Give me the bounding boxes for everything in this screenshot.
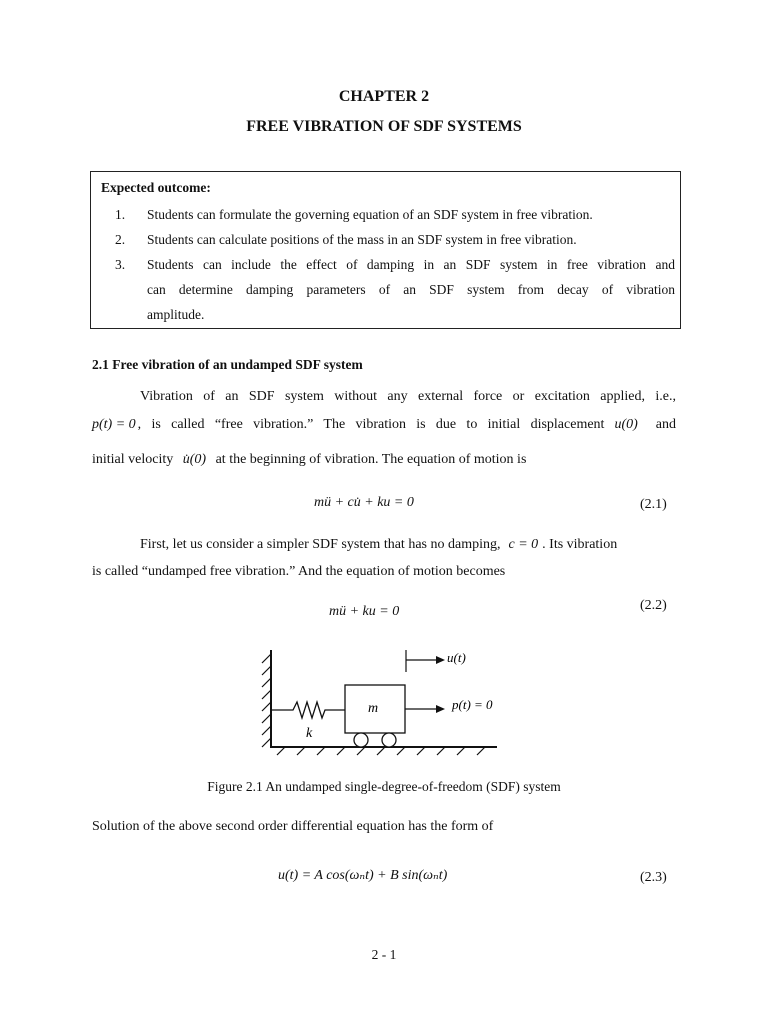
- spring-icon: [271, 702, 345, 718]
- outcome-item-text: Students can calculate positions of the mass in an SDF system in free vibration.: [147, 232, 577, 247]
- inline-math: p(t) = 0: [92, 417, 136, 432]
- equation-2-3: u(t) = A cos(ωₙt) + B sin(ωₙt): [278, 868, 448, 883]
- equation-2-2: mü + ku = 0: [329, 604, 400, 619]
- figure-2-1: [255, 640, 515, 760]
- inline-text: First, let us consider a simpler SDF system that has no damping,: [140, 537, 501, 552]
- equation-number: (2.2): [640, 598, 667, 613]
- ground-hatching: [277, 747, 485, 755]
- paragraph-line: [92, 417, 676, 433]
- paragraph-line: Vibration of an SDF system without any external force or excitation applied, i.e.,: [140, 389, 676, 404]
- force-label: p(t) = 0: [452, 697, 493, 712]
- outcome-item-text-line: amplitude.: [147, 307, 205, 322]
- section-heading: 2.1 Free vibration of an undamped SDF system: [92, 357, 363, 372]
- inline-text: . Its vibration: [542, 537, 618, 552]
- outcome-item-2: [115, 227, 675, 252]
- expected-outcome-heading: Expected outcome:: [101, 180, 211, 195]
- inline-text: initial velocity: [92, 452, 174, 467]
- wheel-icon: [354, 733, 368, 747]
- outcome-item-number: 2.: [115, 232, 126, 247]
- outcome-item-number: 1.: [115, 207, 126, 222]
- force-arrowhead: [436, 705, 445, 713]
- inline-math: u(0): [614, 417, 638, 432]
- paragraph-line: is called “undamped free vibration.” And the equation of motion becomes: [92, 564, 506, 579]
- chapter-label: CHAPTER 2: [338, 88, 430, 105]
- equation-number: (2.3): [640, 870, 667, 885]
- displacement-arrowhead: [436, 656, 445, 664]
- inline-text: , is called “free vibration.” The vibration is due to initial displacement: [137, 417, 605, 432]
- outcome-item-number: 3.: [115, 257, 126, 272]
- mass-label: m: [368, 701, 379, 716]
- paragraph-line: [92, 452, 676, 468]
- inline-math: u̇(0): [182, 452, 207, 467]
- page-number: 2 - 1: [371, 947, 397, 962]
- expected-outcome-box: [90, 171, 681, 329]
- inline-text: and: [655, 417, 676, 432]
- inline-text: at the beginning of vibration. The equation of motion is: [215, 452, 527, 467]
- chapter-title: FREE VIBRATION OF SDF SYSTEMS: [246, 118, 522, 135]
- paragraph-line: Solution of the above second order differential equation has the form of: [92, 819, 494, 834]
- outcome-item-1: [115, 202, 675, 227]
- outcome-item-3: [115, 252, 675, 327]
- displacement-label: u(t): [447, 650, 466, 665]
- spring-label: k: [306, 726, 313, 741]
- equation-number: (2.1): [640, 497, 667, 512]
- paragraph-line: [92, 537, 676, 553]
- equation-2-1: mü + cu̇ + ku = 0: [314, 495, 414, 510]
- wheel-icon: [382, 733, 396, 747]
- outcome-item-text: Students can formulate the governing equation of an SDF system in free vibration.: [147, 207, 593, 222]
- figure-caption: Figure 2.1 An undamped single-degree-of-freedom (SDF) system: [207, 779, 561, 794]
- outcome-item-text-line: can determine damping parameters of an SDF system from decay of vibration: [147, 282, 675, 297]
- wall-hatching: [262, 654, 271, 747]
- inline-math: c = 0: [508, 537, 539, 552]
- outcome-item-text-line: Students can include the effect of damping in an SDF system in free vibration and: [147, 257, 675, 272]
